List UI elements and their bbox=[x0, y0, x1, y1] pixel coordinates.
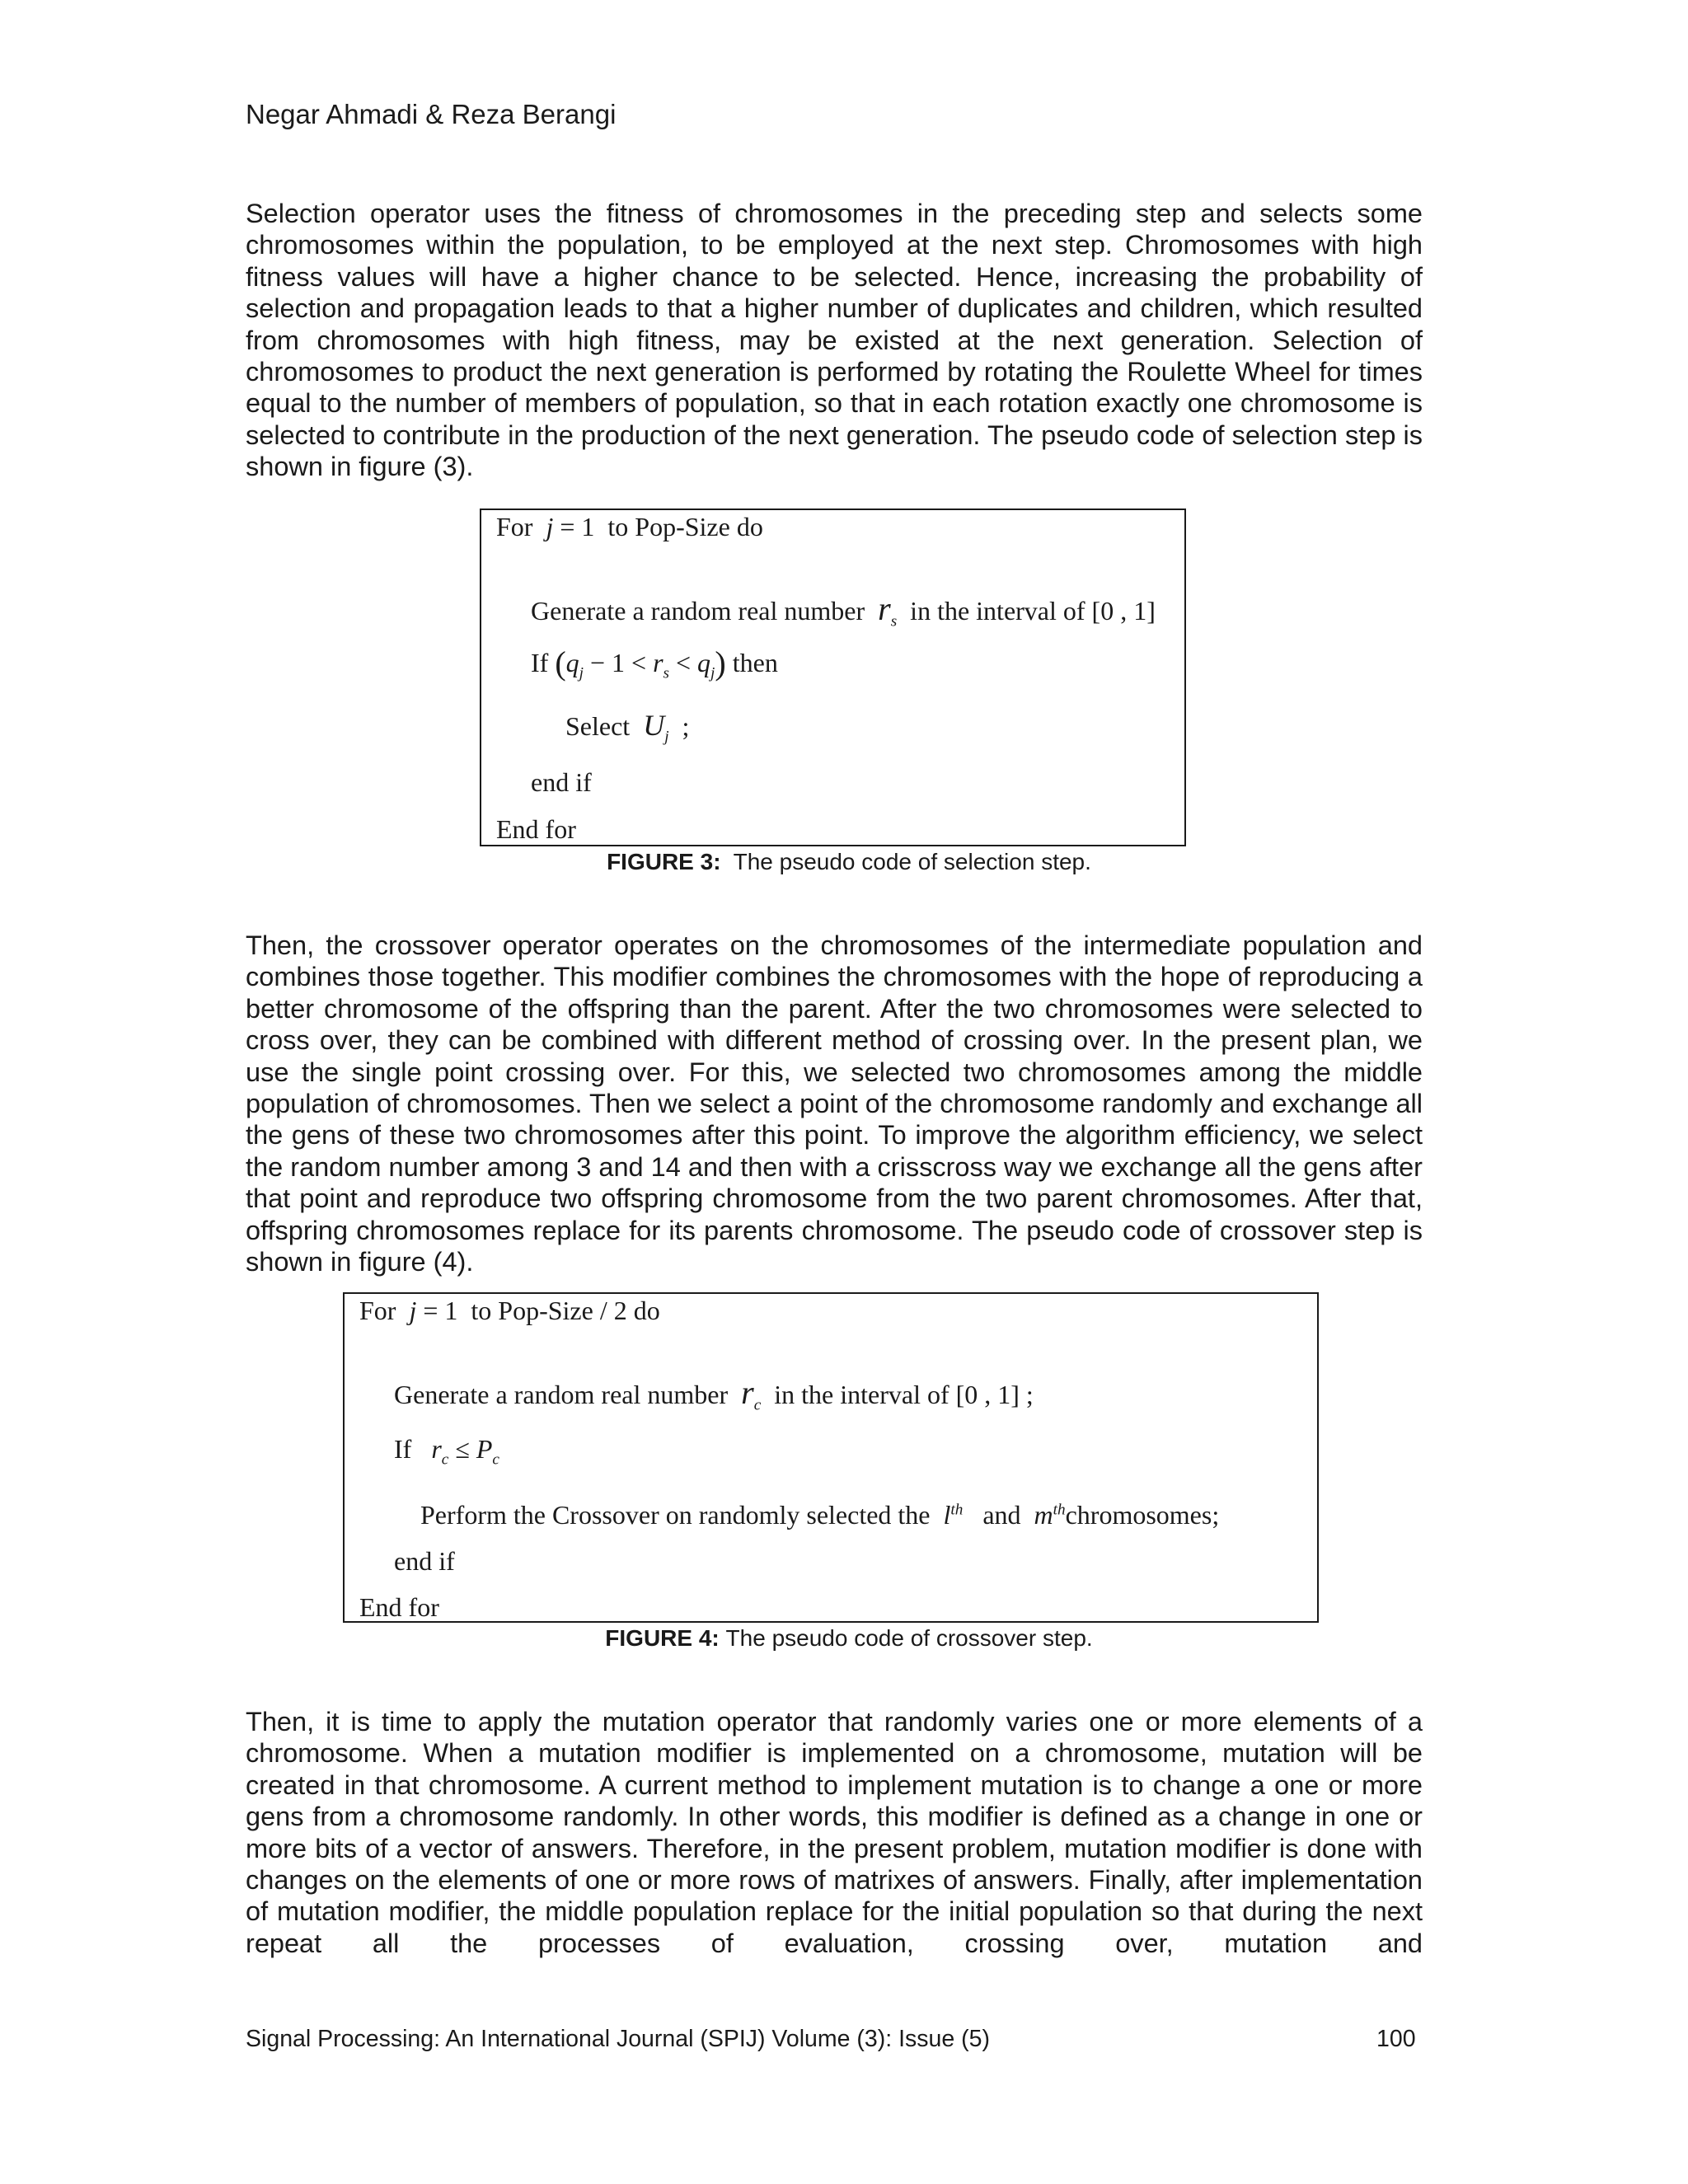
fig4-for-eq: = 1 bbox=[423, 1296, 458, 1325]
fig3-for-suffix: to Pop-Size do bbox=[607, 512, 763, 541]
fig4-for-line bbox=[359, 1296, 660, 1326]
figure-4-caption-label: FIGURE 4: bbox=[605, 1625, 720, 1651]
fig3-if-q2: q bbox=[697, 648, 711, 677]
fig4-generate-text: Generate a random real number bbox=[394, 1380, 729, 1409]
fig4-for-suffix: to Pop-Size / 2 do bbox=[471, 1296, 660, 1325]
fig3-select-line bbox=[565, 708, 689, 746]
fig4-if-line bbox=[394, 1434, 499, 1469]
fig3-generate-text: Generate a random real number bbox=[531, 596, 865, 626]
figure-3-pseudocode-box bbox=[480, 509, 1186, 846]
fig4-perform-line bbox=[420, 1500, 1219, 1530]
fig3-if-r: r bbox=[653, 648, 663, 677]
figure-3-caption-label: FIGURE 3: bbox=[607, 849, 721, 874]
fig3-select-var: U bbox=[643, 709, 665, 742]
fig4-perform-m: m bbox=[1034, 1500, 1053, 1530]
fig4-if-rsub: c bbox=[441, 1451, 449, 1469]
footer-page-number: 100 bbox=[1376, 2026, 1416, 2052]
fig4-generate-var: r bbox=[741, 1374, 754, 1411]
fig4-perform-text: Perform the Crossover on randomly selected the bbox=[420, 1500, 931, 1530]
fig3-if-j2: j bbox=[710, 664, 715, 682]
fig3-if-mid2: < bbox=[676, 648, 692, 677]
figure-3-caption bbox=[0, 849, 1688, 875]
fig4-if-keyword: If bbox=[394, 1434, 412, 1464]
fig3-generate-sub: s bbox=[890, 612, 898, 630]
fig3-if-q1: q bbox=[565, 648, 579, 677]
fig4-perform-and: and bbox=[982, 1500, 1021, 1530]
fig4-generate-line bbox=[394, 1373, 1034, 1414]
fig3-if-then: then bbox=[732, 648, 778, 677]
fig3-end-for: End for bbox=[496, 814, 576, 844]
fig3-end-if: end if bbox=[531, 767, 592, 797]
fig3-if-mid1: − 1 < bbox=[589, 648, 647, 677]
fig4-generate-sub: c bbox=[753, 1396, 762, 1414]
fig3-if-s: s bbox=[663, 664, 669, 682]
fig4-if-psub: c bbox=[492, 1451, 499, 1469]
figure-4-pseudocode-box bbox=[343, 1292, 1319, 1623]
fig3-generate-line bbox=[531, 589, 1156, 630]
footer-journal: Signal Processing: An International Journal (SPIJ) Volume (3): Issue (5) bbox=[246, 2026, 990, 2052]
fig3-for-eq: = 1 bbox=[560, 512, 595, 541]
fig4-if-r: r bbox=[431, 1434, 442, 1464]
fig3-if-j1: j bbox=[579, 664, 584, 682]
fig3-for-line bbox=[496, 512, 763, 542]
fig3-for-var: j bbox=[546, 512, 554, 541]
fig4-perform-l: l bbox=[943, 1500, 951, 1530]
fig4-perform-suffix: chromosomes; bbox=[1065, 1500, 1220, 1530]
fig3-select-text: Select bbox=[565, 711, 631, 741]
fig4-for-keyword: For bbox=[359, 1296, 396, 1325]
paragraph-selection: Selection operator uses the fitness of chromosomes in the preceding step and selects some chromosomes within the population, to be employed at the next step. Chromosomes with high fitness values will have a higher chance to be selected. Hence, increasing the probability of selection and propagation leads to that a higher number of duplicates and children, which resulted from chromosomes with high fitness, may be existed at the next generation. Selection of chromosomes to product the next generation is performed by rotating the Roulette Wheel for times equal to the number of members of population, so that in each rotation exactly one chromosome is selected to contribute in the production of the next generation. The pseudo code of selection step is shown in figure (3). bbox=[246, 199, 1423, 482]
fig3-if-line: If $(q_j - 1 < r_s < q_j)$ then bbox=[531, 644, 778, 682]
fig4-if-p: P bbox=[476, 1434, 493, 1464]
paragraph-crossover: Then, the crossover operator operates on the chromosomes of the intermediate population and combines those together. This modifier combines the chromosomes with the hope of reproducing a better chromosome of the offspring than the parent. After the two chromosomes were selected to cross over, they can be combined with different method of crossing over. In the present plan, we use the single point crossing over. For this, we selected two chromosomes among the middle population of chromosomes. Then we select a point of the chromosome randomly and exchange all the gens of these two chromosomes after this point. To improve the algorithm efficiency, we select the random number among 3 and 14 and then with a crisscross way we exchange all the gens after that point and reproduce two offspring chromosome from the two parent chromosomes. After that, offspring chromosomes replace for its parents chromosome. The pseudo code of crossover step is shown in figure (4). bbox=[246, 930, 1423, 1277]
fig3-for-keyword: For bbox=[496, 512, 533, 541]
figure-3-caption-text: The pseudo code of selection step. bbox=[733, 849, 1091, 874]
figure-4-caption bbox=[0, 1625, 1688, 1652]
fig4-perform-lsup: th bbox=[950, 1501, 964, 1519]
running-header-authors: Negar Ahmadi & Reza Berangi bbox=[246, 99, 617, 129]
fig4-if-op: ≤ bbox=[455, 1434, 470, 1464]
paragraph-mutation: Then, it is time to apply the mutation operator that randomly varies one or more elements of a chromosome. When a mutation modifier is implemented on a chromosome, mutation will be created in that chromosome. A current method to implement mutation is to change a one or more gens from a chromosome randomly. In other words, this modifier is defined as a change in one or more bits of a vector of answers. Therefore, in the present problem, mutation modifier is done with changes on the elements of one or more rows of matrixes of answers. Finally, after implementation of mutation modifier, the middle population replace for the initial population so that during the next repeat all the processes of evaluation, crossing over, mutation and bbox=[246, 1707, 1423, 1958]
fig3-select-sub: j bbox=[664, 728, 669, 746]
fig4-perform-msup: th bbox=[1053, 1501, 1066, 1519]
fig3-select-suffix: ; bbox=[682, 711, 690, 741]
fig3-if-keyword: If bbox=[531, 648, 549, 677]
fig4-end-if: end if bbox=[394, 1546, 455, 1576]
fig3-generate-var: r bbox=[878, 590, 891, 627]
fig3-generate-suffix: in the interval of [0 , 1] bbox=[910, 596, 1156, 626]
figure-4-caption-text: The pseudo code of crossover step. bbox=[725, 1625, 1093, 1651]
fig4-for-var: j bbox=[409, 1296, 417, 1325]
fig4-end-for: End for bbox=[359, 1592, 439, 1622]
fig4-generate-suffix: in the interval of [0 , 1] ; bbox=[774, 1380, 1034, 1409]
